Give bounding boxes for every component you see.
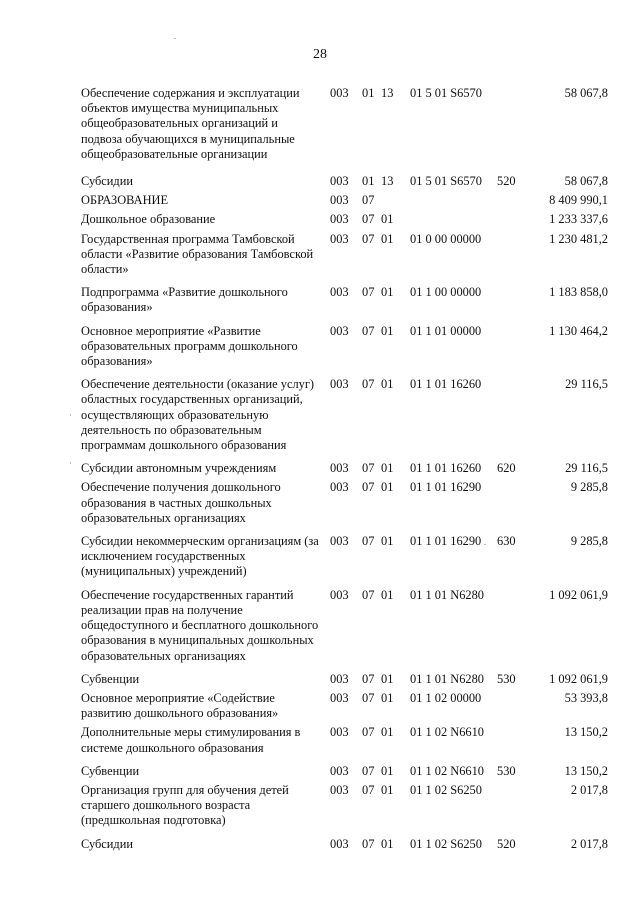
row-sum: 13 150,2 — [564, 763, 608, 778]
table-row — [0, 837, 640, 852]
row-rz-code: 07 — [362, 836, 375, 851]
table-row — [0, 377, 640, 453]
row-csr-code: 01 1 01 16290 — [410, 480, 482, 495]
row-pr-code: 01 — [381, 836, 394, 851]
row-gr-code: 003 — [330, 86, 349, 100]
row-pr-code: 01 — [381, 285, 394, 300]
row-gr-code: 003 — [330, 285, 349, 300]
row-gr-code: 003 — [330, 323, 349, 338]
row-gr-code: 003 — [330, 782, 349, 797]
row-csr-code: 01 5 01 S6570 — [410, 174, 482, 189]
table-row — [0, 764, 640, 779]
row-gr-code: 003 — [330, 480, 349, 495]
row-sum: 1 092 061,9 — [549, 671, 608, 686]
row-gr-code: 003 — [330, 534, 349, 549]
row-vr-code: 620 — [497, 461, 516, 476]
row-pr-code: 01 — [381, 534, 394, 549]
row-pr-code: 01 — [381, 725, 394, 740]
table-row — [0, 86, 640, 162]
row-sum: 13 150,2 — [564, 725, 608, 740]
row-csr-code: 01 1 02 S6250 — [410, 782, 482, 797]
row-rz-code: 07 — [362, 231, 375, 246]
row-sum: 1 230 481,2 — [549, 231, 608, 246]
row-gr-code: 003 — [330, 231, 349, 246]
row-sum: 29 116,5 — [565, 377, 608, 392]
row-pr-code: 01 — [381, 690, 394, 705]
row-name: Обеспечение государственных гарантий реализации прав на получение общедоступного и бесплатного дошкольного образования в муниципальных дошкольных образовательных организациях — [81, 587, 319, 663]
row-csr-code: 01 1 01 16260 — [410, 377, 482, 392]
row-rz-code: 07 — [362, 671, 375, 686]
table-row — [0, 212, 640, 227]
row-name: Обеспечение получения дошкольного образования в частных дошкольных образовательных организациях — [81, 480, 281, 525]
table-row — [0, 285, 640, 315]
table-row — [0, 174, 640, 189]
row-gr-code: 003 — [330, 587, 349, 602]
table-row — [0, 324, 640, 370]
row-sum: 29 116,5 — [565, 461, 608, 476]
row-gr-code: 003 — [330, 193, 349, 208]
row-pr-code: 01 — [381, 671, 394, 686]
row-csr-code: 01 0 00 00000 — [410, 231, 482, 246]
row-rz-code: 07 — [362, 193, 375, 208]
row-name: Основное мероприятие «Содействие развитию дошкольного образования» — [81, 690, 279, 721]
row-sum: 9 285,8 — [570, 480, 608, 495]
row-pr-code: 01 — [381, 323, 394, 338]
row-rz-code: 01 — [362, 174, 375, 189]
row-csr-code: 01 1 02 N6610 — [410, 725, 484, 740]
scan-speck — [174, 38, 176, 39]
row-sum: 9 285,8 — [570, 534, 608, 549]
row-name: Субвенции — [81, 763, 140, 778]
row-csr-code: 01 5 01 S6570 — [410, 86, 482, 100]
row-pr-code: 01 — [381, 480, 394, 495]
row-rz-code: 07 — [362, 587, 375, 602]
row-pr-code: 13 — [381, 86, 394, 100]
row-csr-code: 01 1 01 N6280 — [410, 671, 484, 686]
table-row — [0, 480, 640, 526]
row-gr-code: 003 — [330, 212, 349, 227]
row-rz-code: 07 — [362, 534, 375, 549]
row-csr-code: 01 1 00 00000 — [410, 285, 482, 300]
row-csr-code: 01 1 01 N6280 — [410, 587, 484, 602]
row-name: Субвенции — [81, 671, 140, 686]
row-csr-code: 01 1 01 00000 — [410, 323, 482, 338]
row-pr-code: 13 — [381, 174, 394, 189]
row-pr-code: 01 — [381, 587, 394, 602]
row-gr-code: 003 — [330, 174, 349, 189]
row-rz-code: 07 — [362, 377, 375, 392]
row-sum: 8 409 990,1 — [549, 193, 608, 208]
row-sum: 53 393,8 — [564, 690, 608, 705]
row-gr-code: 003 — [330, 763, 349, 778]
page-number: 28 — [313, 47, 327, 62]
row-name: ОБРАЗОВАНИЕ — [81, 193, 169, 208]
row-sum: 2 017,8 — [570, 836, 608, 851]
table-row — [0, 461, 640, 476]
row-rz-code: 07 — [362, 212, 375, 227]
table-row — [0, 725, 640, 755]
row-gr-code: 003 — [330, 836, 349, 851]
row-name: Основное мероприятие «Развитие образовательных программ дошкольного образования» — [81, 323, 298, 369]
row-csr-code: 01 1 02 S6250 — [410, 836, 482, 851]
row-sum: 1 183 858,0 — [549, 285, 608, 300]
row-rz-code: 07 — [362, 690, 375, 705]
row-rz-code: 07 — [362, 763, 375, 778]
row-rz-code: 07 — [362, 323, 375, 338]
row-pr-code: 01 — [381, 782, 394, 797]
row-sum: 2 017,8 — [570, 782, 608, 797]
row-name: Обеспечение деятельности (оказание услуг) областных государственных организаций, осуществляющих образовательную деятельность по образовательным программам дошкольного образования — [81, 377, 315, 453]
budget-table — [0, 86, 640, 856]
row-sum: 1 130 464,2 — [549, 323, 608, 338]
row-sum: 58 067,8 — [564, 174, 608, 189]
table-row — [0, 691, 640, 721]
row-rz-code: 07 — [362, 480, 375, 495]
table-row — [0, 672, 640, 687]
row-name: Субсидии — [81, 836, 133, 851]
row-pr-code: 01 — [381, 763, 394, 778]
row-gr-code: 003 — [330, 690, 349, 705]
row-rz-code: 01 — [362, 86, 375, 100]
row-rz-code: 07 — [362, 725, 375, 740]
row-name: Субсидии — [81, 174, 133, 189]
row-vr-code: 630 — [497, 534, 516, 549]
row-gr-code: 003 — [330, 377, 349, 392]
row-name: Организация групп для обучения детей старшего дошкольного возраста (предшкольная подготовка) — [81, 782, 289, 828]
row-csr-code: 01 1 02 00000 — [410, 690, 482, 705]
row-rz-code: 07 — [362, 782, 375, 797]
row-csr-code: 01 1 01 16290 — [410, 534, 482, 549]
row-name: Субсидии некоммерческим организациям (за исключением государственных (муниципальных) учреждений) — [81, 534, 319, 579]
row-name: Обеспечение содержания и эксплуатации объектов имущества муниципальных общеобразовательных организаций и подвоза обучающихся в муниципальные общеобразовательные организации — [81, 86, 300, 161]
table-row — [0, 588, 640, 664]
row-vr-code: 520 — [497, 174, 516, 189]
row-gr-code: 003 — [330, 725, 349, 740]
row-vr-code: 530 — [497, 671, 516, 686]
row-sum: 1 092 061,9 — [549, 587, 608, 602]
row-name: Дошкольное образование — [81, 212, 216, 227]
row-gr-code: 003 — [330, 461, 349, 476]
row-csr-code: 01 1 01 16260 — [410, 461, 482, 476]
row-csr-code: 01 1 02 N6610 — [410, 763, 484, 778]
row-name: Государственная программа Тамбовской области «Развитие образования Тамбовской области» — [81, 231, 314, 277]
row-pr-code: 01 — [381, 212, 394, 227]
table-row — [0, 193, 640, 208]
table-row — [0, 783, 640, 829]
row-vr-code: 530 — [497, 763, 516, 778]
table-row — [0, 232, 640, 278]
row-name: Подпрограмма «Развитие дошкольного образования» — [81, 285, 288, 315]
row-rz-code: 07 — [362, 461, 375, 476]
row-pr-code: 01 — [381, 377, 394, 392]
row-rz-code: 07 — [362, 285, 375, 300]
row-pr-code: 01 — [381, 231, 394, 246]
row-pr-code: 01 — [381, 461, 394, 476]
row-gr-code: 003 — [330, 671, 349, 686]
row-vr-code: 520 — [497, 836, 516, 851]
row-name: Субсидии автономным учреждениям — [81, 461, 277, 476]
row-name: Дополнительные меры стимулирования в системе дошкольного образования — [81, 725, 301, 755]
row-sum: 58 067,8 — [564, 86, 608, 100]
table-row — [0, 534, 640, 580]
row-sum: 1 233 337,6 — [549, 212, 608, 227]
